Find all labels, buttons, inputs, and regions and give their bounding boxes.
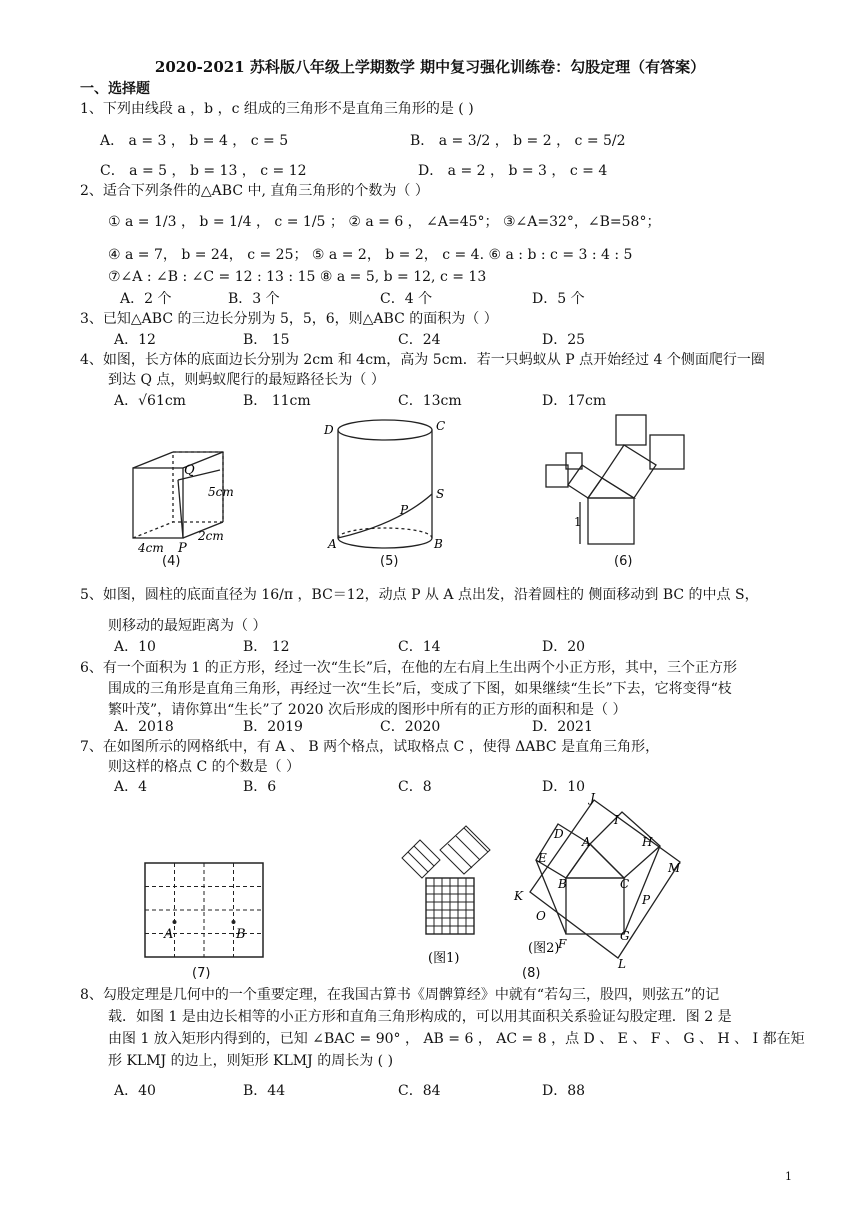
q3-stem: 3、已知△ABC 的三边长分别为 5，5，6，则△ABC 的面积为（ ） <box>80 311 498 327</box>
q6-stem-line-3: 繁叶茂”，请你算出“生长”了 2020 次后形成的图形中所有的正方形的面积和是（ ） <box>108 702 627 718</box>
q5-option-a: A．10 <box>114 639 156 655</box>
q3-option-b: B． 15 <box>243 332 290 348</box>
q5-stem-line-1: 5、如图，圆柱的底面直径为 16/π ，BC＝12，动点 P 从 A 点出发，沿着圆柱的 侧面移动到 BC 的中点 S， <box>80 587 759 603</box>
figure-8-label-m: M <box>668 861 681 875</box>
figure-5-label-d: D <box>324 423 334 437</box>
q6-option-b: B．2019 <box>243 719 303 735</box>
q4-option-a: A．√61cm <box>114 393 186 409</box>
q5-option-c: C．14 <box>398 639 441 655</box>
figure-4-label-height: 5cm <box>208 485 234 499</box>
q8-option-c: C．84 <box>398 1083 441 1099</box>
figure-4-cuboid <box>118 440 248 560</box>
figure-5-cylinder <box>318 414 458 554</box>
q1-option-c: C． a = 5 ， b = 13 ， c = 12 <box>100 163 307 179</box>
q8-stem-line-1: 8、勾股定理是几何中的一个重要定理，在我国古算书《周髀算经》中就有“若勾三，股四，则弦五”的记 <box>80 987 720 1003</box>
q8-stem-line-4: 形 KLMJ 的边上，则矩形 KLMJ 的周长为 ( ) <box>108 1053 394 1069</box>
figure-5-label-b: B <box>434 537 443 551</box>
figure-4-label-width: 2cm <box>198 529 224 543</box>
figure-8-label-d: D <box>554 827 564 841</box>
figure-4-label-q: Q <box>184 463 195 478</box>
figure-7-label-b: B <box>236 927 246 942</box>
q6-option-d: D．2021 <box>532 719 593 735</box>
figure-5-label-a: A <box>328 537 337 551</box>
figure-8-label-o: O <box>536 909 546 923</box>
q4-option-c: C．13cm <box>398 393 462 409</box>
q8-stem-line-3: 由图 1 放入矩形内得到的，已知 ∠BAC = 90° ， AB = 6 ， AC = 8 ，点 D 、 E 、 F 、 G 、 H 、 I 都在矩 <box>108 1031 805 1047</box>
q3-option-a: A．12 <box>114 332 156 348</box>
q1-option-b: B． a = 3/2 ， b = 2 ， c = 5/2 <box>410 133 626 149</box>
q7-stem-line-1: 7、在如图所示的网格纸中，有 A 、 B 两个格点，试取格点 C ，使得 ΔABC 是直角三角形， <box>80 739 660 755</box>
figure-8-diagram-2 <box>510 790 690 970</box>
figure-8-diagram-1 <box>396 822 504 970</box>
q8-stem-line-2: 载．如图 1 是由边长相等的小正方形和直角三角形构成的，可以用其面积关系验证勾股定理．图 2 是 <box>108 1009 732 1025</box>
q2-condition-line-3: ⑦∠A : ∠B : ∠C = 12 : 13 : 15 ⑧ a = 5, b = 12, c = 13 <box>108 269 487 285</box>
q3-option-d: D．25 <box>542 332 586 348</box>
page-number: 1 <box>785 1170 792 1183</box>
figure-4-caption: (4) <box>162 554 181 569</box>
q7-option-b: B．6 <box>243 779 277 795</box>
figure-5-label-p: P <box>400 503 409 517</box>
q8-option-a: A．40 <box>114 1083 156 1099</box>
q1-stem: 1、下列由线段 a ，b ，c 组成的三角形不是直角三角形的是 ( ) <box>80 101 474 117</box>
q6-option-a: A．2018 <box>114 719 174 735</box>
q5-stem-line-2: 则移动的最短距离为（ ） <box>108 618 267 634</box>
figure-5-label-c: C <box>436 419 446 433</box>
q7-option-a: A．4 <box>114 779 148 795</box>
figure-8-label-b: B <box>558 877 567 891</box>
figure-4-label-p: P <box>178 541 187 556</box>
figure-8-label-l: L <box>618 957 626 970</box>
q3-option-c: C．24 <box>398 332 441 348</box>
q8-option-d: D．88 <box>542 1083 586 1099</box>
q4-option-b: B． 11cm <box>243 393 311 409</box>
q6-option-c: C．2020 <box>380 719 441 735</box>
q5-option-b: B． 12 <box>243 639 290 655</box>
q2-option-a: A．2 个 <box>120 291 172 307</box>
q6-stem-line-1: 6、有一个面积为 1 的正方形，经过一次“生长”后，在他的左右肩上生出两个小正方形，其中，三个正方形 <box>80 660 738 676</box>
figure-8-label-j: J <box>590 791 595 805</box>
figure-8-label-i: I <box>614 813 619 827</box>
q2-option-d: D．5 个 <box>532 291 585 307</box>
figure-8-label-g: G <box>620 929 630 943</box>
q7-option-c: C．8 <box>398 779 432 795</box>
figure-6-caption: (6) <box>614 554 633 569</box>
q1-option-a: A． a = 3 ， b = 4 ， c = 5 <box>100 133 289 149</box>
figure-8-label-a: A <box>582 835 591 849</box>
figure-8-diagram-1-label: (图1) <box>428 951 460 966</box>
q2-option-c: C．4 个 <box>380 291 433 307</box>
figure-8-label-c: C <box>620 877 630 891</box>
q4-stem-line-1: 4、如图，长方体的底面边长分别为 2cm 和 4cm，高为 5cm．若一只蚂蚁从 P 点开始经过 4 个侧面爬行一圈 <box>80 352 765 368</box>
q5-option-d: D．20 <box>542 639 586 655</box>
figure-8-label-f: F <box>558 937 567 951</box>
q2-condition-line-1: ① a = 1/3 ， b = 1/4 ， c = 1/5 ； ② a = 6 ， ∠A=45°； ③∠A=32°，∠B=58°； <box>108 214 661 230</box>
q2-option-b: B．3 个 <box>228 291 280 307</box>
figure-6-pythagoras-tree <box>538 410 698 555</box>
figure-7-grid <box>140 858 270 963</box>
q8-option-b: B．44 <box>243 1083 286 1099</box>
figure-8-label-k: K <box>514 889 523 903</box>
q6-stem-line-2: 围成的三角形是直角三角形，再经过一次“生长”后，变成了下图，如果继续“生长”下去，它将变得“枝 <box>108 681 732 697</box>
figure-8-caption: (8) <box>522 966 541 981</box>
q2-stem: 2、适合下列条件的△ABC 中, 直角三角形的个数为（ ） <box>80 183 429 199</box>
figure-5-caption: (5) <box>380 554 399 569</box>
page-title: 2020-2021 苏科版八年级上学期数学 期中复习强化训练卷：勾股定理（有答案） <box>154 58 706 76</box>
q1-option-d: D． a = 2 ， b = 3 ， c = 4 <box>418 163 608 179</box>
q7-stem-line-2: 则这样的格点 C 的个数是（ ） <box>108 759 301 775</box>
figure-4-label-length: 4cm <box>138 541 164 555</box>
figure-7-caption: (7) <box>192 966 211 981</box>
figure-8-label-e: E <box>538 851 547 865</box>
figure-6-label-one: 1 <box>574 515 582 529</box>
figure-8-label-p: P <box>642 893 651 907</box>
section-heading: 一、选择题 <box>80 81 150 97</box>
figure-8-label-h: H <box>642 835 653 849</box>
q4-stem-line-2: 到达 Q 点，则蚂蚁爬行的最短路径长为（ ） <box>108 372 385 388</box>
figure-5-label-s: S <box>436 487 445 501</box>
figure-7-label-a: A <box>164 927 174 942</box>
figure-8-diagram-2-label: (图2) <box>528 941 560 956</box>
q4-option-d: D．17cm <box>542 393 607 409</box>
q7-option-d: D．10 <box>542 779 586 795</box>
q2-condition-line-2: ④ a = 7， b = 24， c = 25； ⑤ a = 2， b = 2， c = 4. ⑥ a : b : c = 3 : 4 : 5 <box>108 247 633 263</box>
